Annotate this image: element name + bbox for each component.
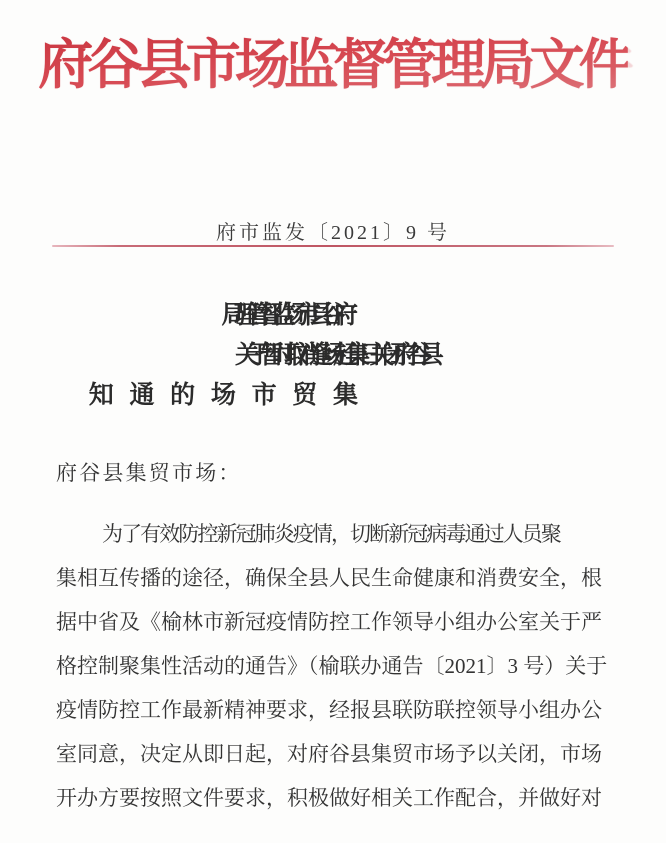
document-title-block: [0, 296, 666, 416]
body-paragraph-line-6: 室同意，决定从即日起，对府谷县集贸市场予以关闭，市场: [56, 742, 602, 766]
document-number-row: [0, 216, 666, 245]
document-masthead: [0, 34, 666, 98]
document-title-line-3: [0, 376, 666, 416]
masthead-title: 府谷县市场监督管理局文件: [38, 34, 628, 98]
red-divider-rule: [52, 245, 614, 247]
body-paragraph-line-3: 据中省及《榆林市新冠疫情防控工作领导小组办公室关于严: [56, 610, 602, 634]
body-paragraph-line-1: 为了有效防控新冠肺炎疫情，切断新冠病毒通过人员聚: [102, 522, 560, 546]
document-addressee: 府谷县集贸市场：: [56, 461, 242, 485]
body-paragraph-line-2: 集相互传播的途径，确保全县人民生命健康和消费安全，根: [56, 566, 602, 590]
document-body: [56, 512, 622, 820]
document-serial-number: 府市监发〔2021〕9 号: [216, 222, 450, 244]
body-paragraph-line-5: 疫情防控工作最新精神要求，经报县联防联控领导小组办公: [56, 698, 602, 722]
document-title-line-1: [0, 296, 666, 336]
body-paragraph-line-4: 格控制聚集性活动的通告》（榆联办通告〔2021〕3 号）关于: [56, 654, 608, 678]
body-paragraph-line-7: 开办方要按照文件要求，积极做好相关工作配合，并做好对: [56, 786, 602, 810]
document-title-line-2: 关于暂时取消逢场赶集日关闭府谷县: [234, 342, 431, 369]
